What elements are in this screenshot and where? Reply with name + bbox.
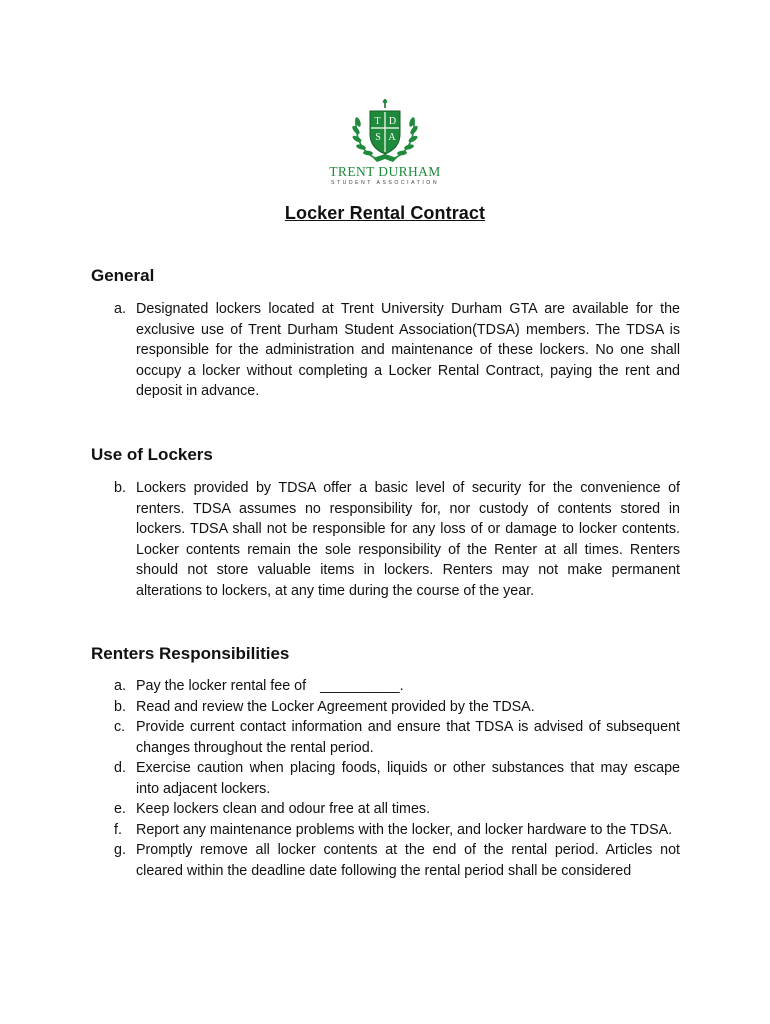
- list-marker: a.: [114, 301, 126, 317]
- list-text: Report any maintenance problems with the locker, and locker hardware to the TDSA.: [136, 821, 673, 838]
- list-text: Exercise caution when placing foods, liquids or other substances that may escape into adjacent lockers.: [136, 760, 680, 797]
- list-marker: d.: [114, 760, 126, 776]
- logo-org-subtitle: STUDENT ASSOCIATION: [330, 180, 440, 186]
- list-text: Promptly remove all locker contents at the end of the rental period. Articles not cleared within the deadline date following the rental period shall be considered: [136, 842, 680, 879]
- list-marker: b.: [114, 480, 126, 496]
- badge-letter-a: A: [388, 132, 396, 143]
- list-text-wrapper: [136, 676, 680, 697]
- list-text: Keep lockers clean and odour free at all times.: [136, 801, 431, 817]
- renters-responsibilities-list: [114, 676, 680, 881]
- list-text: Provide current contact information and ensure that TDSA is advised of subsequent changes throughout the rental period.: [136, 719, 680, 756]
- badge-letter-s: S: [375, 132, 381, 143]
- list-text: Designated lockers located at Trent University Durham GTA are available for the exclusive use of Trent Durham Student Association(TDSA) members. The TDSA is responsible for the administration and maintenance of these lockers. No one shall occupy a locker without completing a Locker Rental Contract, paying the rent and deposit in advance.: [136, 301, 680, 399]
- list-item: [114, 717, 680, 758]
- list-item: [114, 697, 680, 718]
- list-marker: a.: [114, 678, 126, 694]
- list-item: [114, 840, 680, 881]
- section-heading-general: General: [91, 266, 155, 285]
- list-marker: b.: [114, 698, 126, 715]
- list-text: Read and review the Locker Agreement provided by the TDSA.: [136, 698, 535, 715]
- badge-letter-t: T: [374, 116, 381, 127]
- badge-letter-d: D: [388, 116, 397, 127]
- logo-org-name: TRENT DURHAM: [329, 164, 441, 179]
- list-item: [114, 299, 680, 402]
- general-paragraph: [114, 299, 680, 402]
- section-heading-renters-responsibilities: Renters Responsibilities: [91, 644, 290, 663]
- list-marker: f.: [114, 821, 122, 838]
- use-of-lockers-paragraph: [114, 478, 680, 601]
- page-title: Locker Rental Contract: [284, 203, 486, 223]
- list-marker: c.: [114, 719, 126, 735]
- list-item: [114, 676, 680, 697]
- list-item: [114, 820, 680, 841]
- list-item: [114, 758, 680, 799]
- fee-blank-field: __________.: [320, 678, 404, 694]
- list-text: Lockers provided by TDSA offer a basic level of security for the convenience of renters. TDSA assumes no responsibility for, nor custody of contents stored in lockers. TDSA shall not be responsible for any loss of or damage to locker contents. Locker contents remain the sole responsibility of the Renter at all times. Renters should not store valuable items in lockers. Renters may not make permanent alterations to lockers, at any time during the course of the year.: [136, 480, 680, 599]
- list-text: Pay the locker rental fee of: [136, 678, 307, 694]
- section-heading-use-of-lockers: Use of Lockers: [91, 445, 213, 464]
- list-item: [114, 799, 680, 820]
- list-marker: g.: [114, 842, 126, 858]
- list-item: [114, 478, 680, 601]
- laurel-shield-icon: [325, 96, 445, 166]
- list-marker: e.: [114, 801, 126, 817]
- tdsa-logo: [325, 96, 445, 188]
